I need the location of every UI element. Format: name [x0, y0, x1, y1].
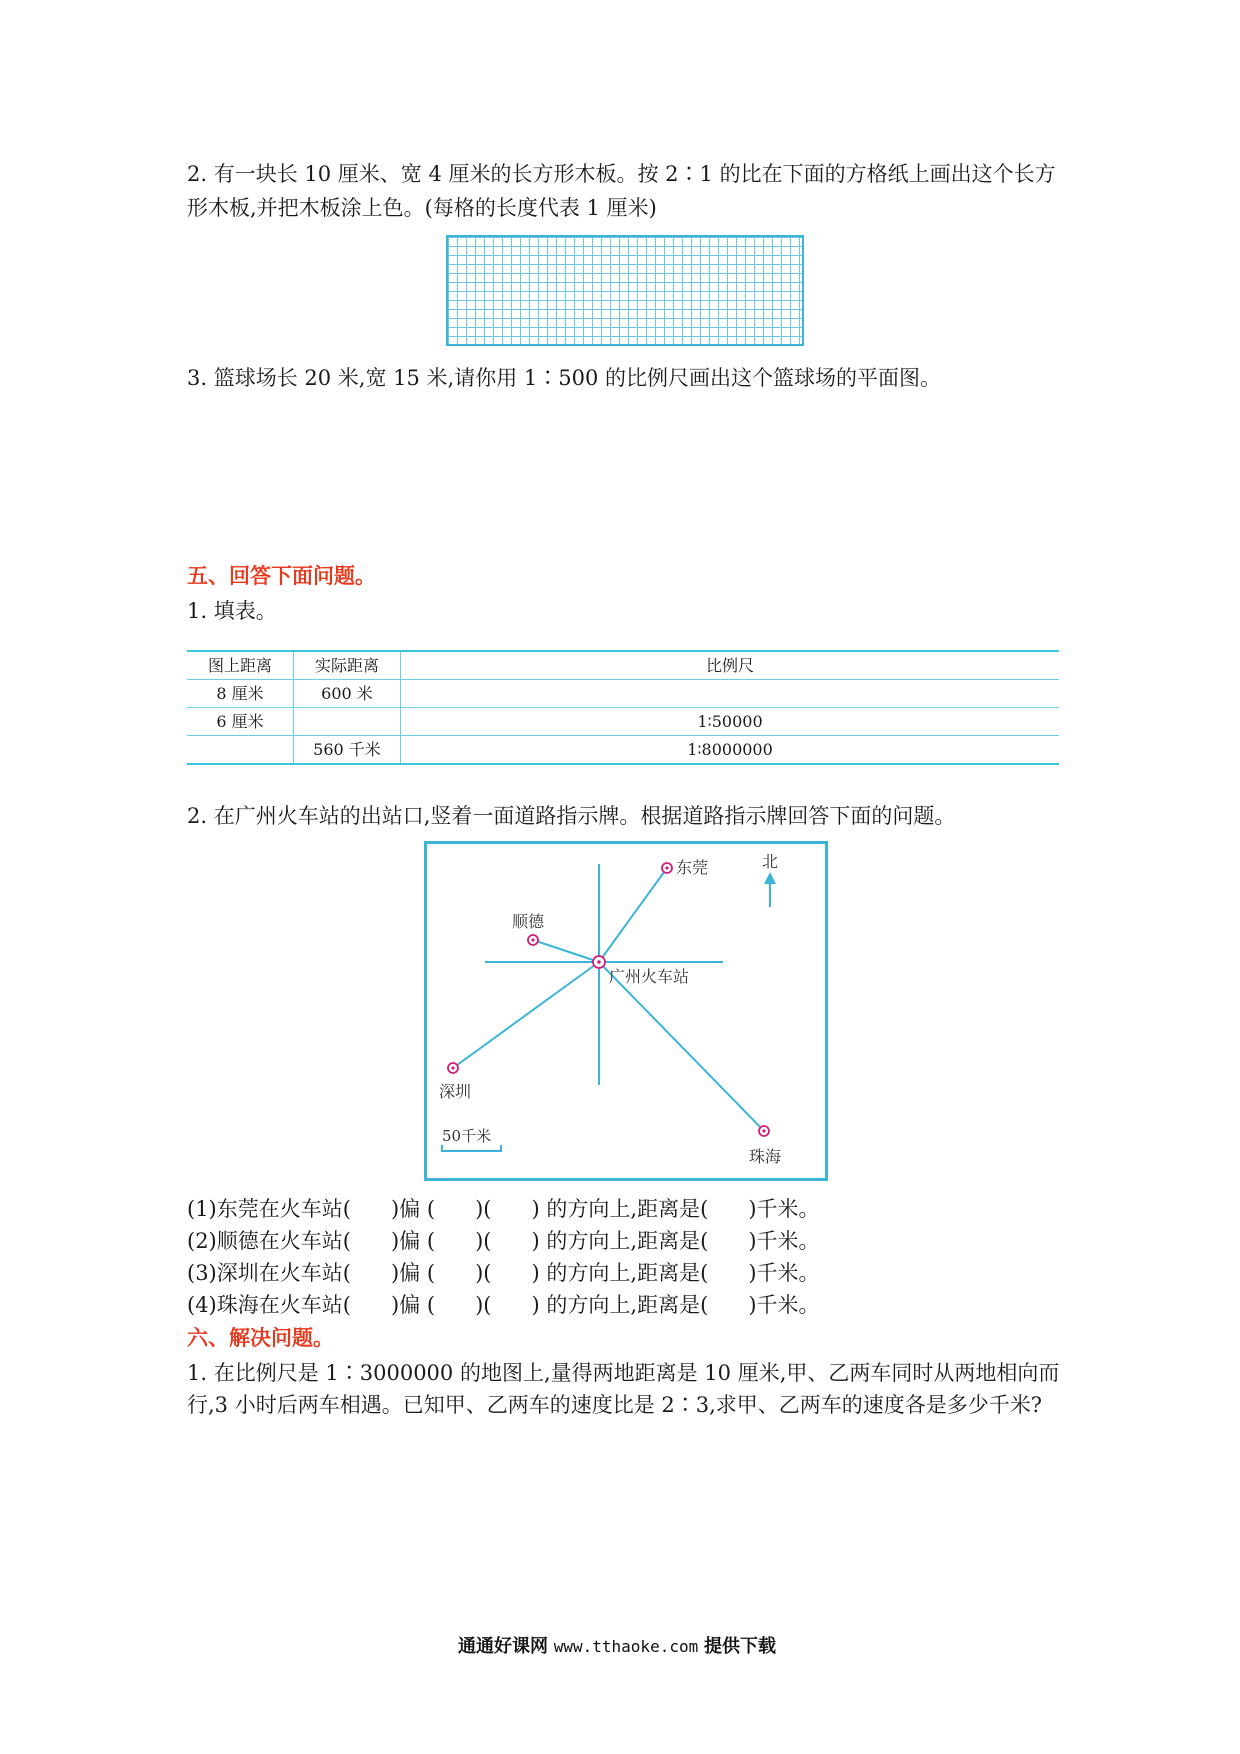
footer-url[interactable]: www.tthaoke.com	[553, 1637, 699, 1656]
section-5-title: 五、回答下面问题。	[187, 563, 376, 588]
table-header-row	[187, 652, 1059, 680]
label-north: 北	[762, 852, 779, 871]
label-scale: 50千米	[442, 1127, 492, 1145]
footer-site: 通通好课网	[458, 1636, 548, 1657]
table-cell-blank[interactable]	[187, 736, 294, 763]
north-arrow-icon	[764, 872, 776, 884]
route-shunde	[533, 940, 599, 962]
table-row	[187, 708, 1059, 736]
route-zhuhai	[599, 962, 764, 1131]
table-cell: 560 千米	[294, 736, 401, 763]
footer-suffix: 提供下载	[703, 1636, 776, 1657]
fill-line-4[interactable]: (4)珠海在火车站( )偏 ( )( ) 的方向上,距离是( )千米。	[187, 1293, 820, 1317]
scale-bar	[442, 1145, 501, 1151]
section-6-title: 六、解决问题。	[187, 1325, 334, 1350]
table-cell: 600 米	[294, 680, 401, 707]
fill-line-3[interactable]: (3)深圳在火车站( )偏 ( )( ) 的方向上,距离是( )千米。	[187, 1261, 820, 1285]
label-zhuhai: 珠海	[749, 1147, 782, 1166]
table-cell: 1∶50000	[697, 712, 763, 731]
section-6-line-2: 行,3 小时后两车相遇。已知甲、乙两车的速度比是 2∶3,求甲、乙两车的速度各是多少千米?	[187, 1393, 1043, 1417]
table-cell: 1∶8000000	[687, 740, 773, 759]
route-shenzhen	[453, 962, 599, 1068]
table-header-cell: 图上距离	[187, 652, 294, 679]
label-dongguan: 东莞	[676, 858, 709, 877]
map-drawing	[427, 844, 825, 1178]
table-cell: 8 厘米	[187, 680, 294, 707]
question-3: 3. 篮球场长 20 米,宽 15 米,请你用 1∶500 的比例尺画出这个篮球场的平面图。	[187, 366, 941, 390]
section-5-sub-1: 1. 填表。	[187, 599, 277, 623]
table-cell-blank[interactable]	[401, 680, 1059, 707]
table-header-cell: 实际距离	[294, 652, 401, 679]
grid-paper[interactable]	[446, 235, 804, 346]
table-row	[187, 680, 1059, 708]
fill-line-1[interactable]: (1)东莞在火车站( )偏 ( )( ) 的方向上,距离是( )千米。	[187, 1197, 820, 1221]
section-5-sub-2: 2. 在广州火车站的出站口,竖着一面道路指示牌。根据道路指示牌回答下面的问题。	[187, 804, 956, 828]
route-dongguan	[599, 868, 667, 962]
question-2-line-1: 2. 有一块长 10 厘米、宽 4 厘米的长方形木板。按 2∶1 的比在下面的方格纸上画出这个长方	[187, 162, 1056, 186]
table-cell-blank[interactable]	[294, 708, 401, 735]
section-6-line-1: 1. 在比例尺是 1∶3000000 的地图上,量得两地距离是 10 厘米,甲、乙两车同时从两地相向而	[187, 1361, 1060, 1385]
question-2-line-2: 形木板,并把木板涂上色。(每格的长度代表 1 厘米)	[187, 196, 657, 220]
scale-table	[187, 650, 1059, 765]
footer	[458, 1632, 776, 1658]
table-row	[187, 736, 1059, 763]
table-header-cell: 比例尺	[705, 656, 754, 675]
label-station: 广州火车站	[609, 967, 690, 986]
table-cell: 6 厘米	[187, 708, 294, 735]
fill-line-2[interactable]: (2)顺德在火车站( )偏 ( )( ) 的方向上,距离是( )千米。	[187, 1229, 820, 1253]
label-shunde: 顺德	[512, 912, 545, 931]
drawing-area[interactable]	[187, 400, 1057, 550]
road-sign-map	[424, 841, 828, 1181]
label-shenzhen: 深圳	[439, 1082, 472, 1101]
